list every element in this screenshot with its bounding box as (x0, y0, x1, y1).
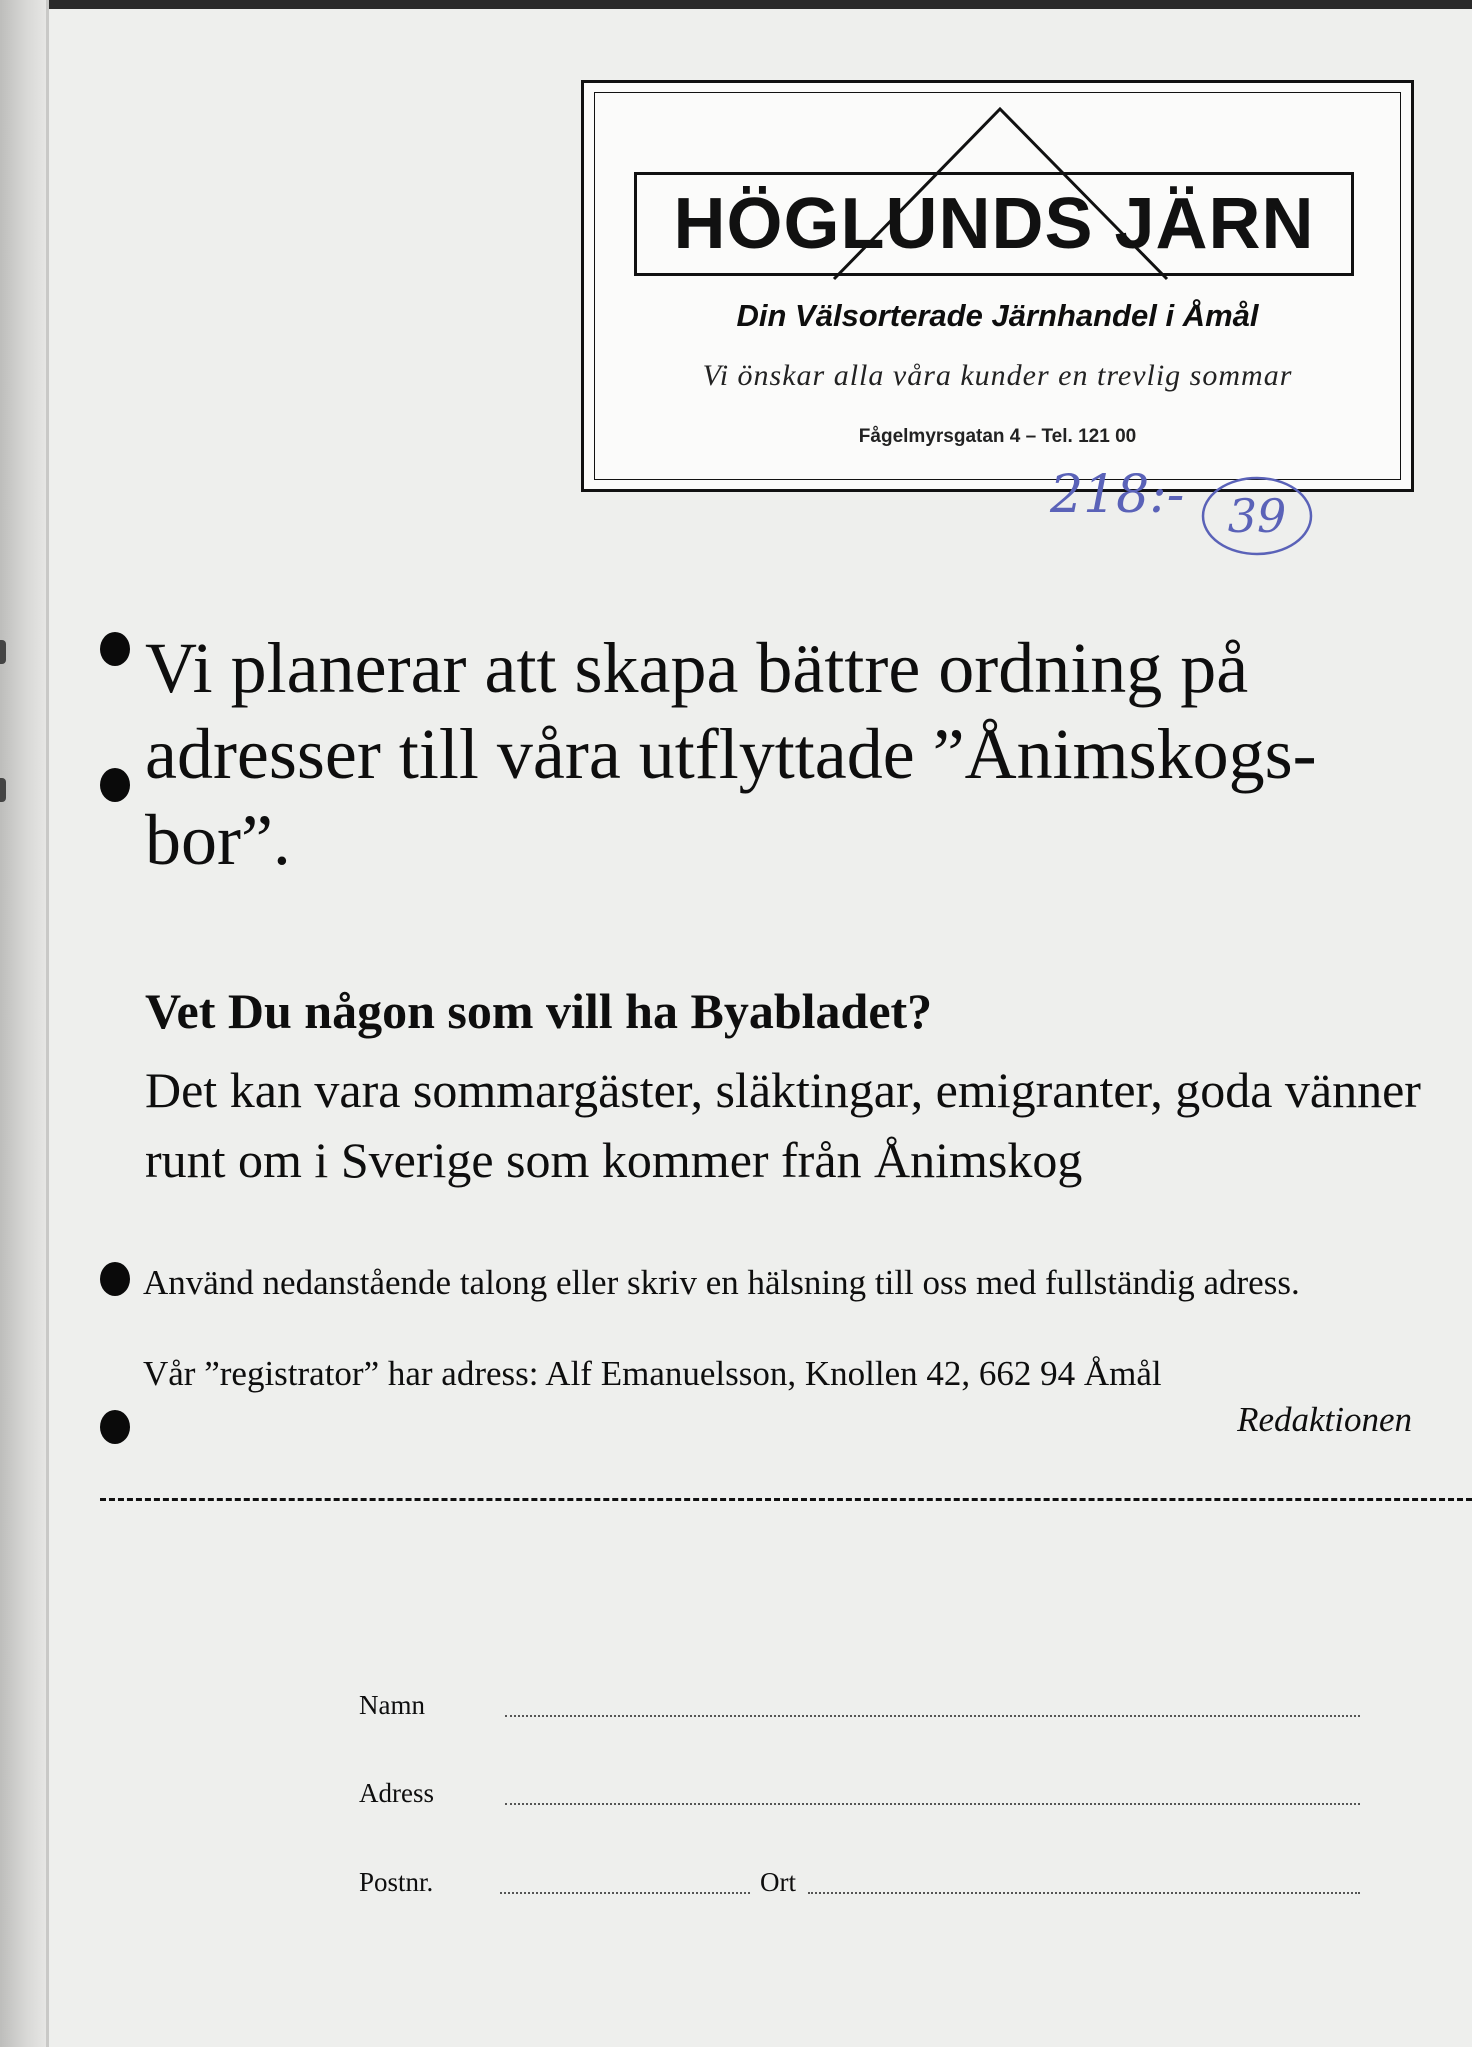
postcode-label: Postnr. (359, 1867, 434, 1897)
edge-mark (0, 640, 6, 664)
ad-address: Fågelmyrsgatan 4 – Tel. 121 00 (858, 426, 1137, 447)
hoglunds-jarn-advertisement (581, 80, 1414, 492)
postcode-field[interactable] (500, 1892, 750, 1894)
ad-tagline: Din Välsorterade Järnhandel i Åmål (736, 298, 1259, 333)
punch-hole (100, 1410, 130, 1444)
name-field[interactable] (505, 1715, 1360, 1717)
main-notice: Vi planerar att skapa bättre ordning på adresser till våra utflyttade ”Ånimskogs- bor”. (145, 628, 1317, 880)
page-top-edge (0, 0, 1472, 9)
binding-margin (0, 0, 46, 2047)
city-label: Ort (760, 1867, 796, 1897)
instruction-paragraph: Använd nedanstående talong eller skriv en hälsning till oss med fullständig adress. (143, 1263, 1300, 1302)
circled-number (1198, 470, 1316, 560)
punch-hole (100, 1262, 130, 1296)
address-label: Adress (359, 1778, 434, 1808)
city-field[interactable] (808, 1892, 1360, 1894)
examples-paragraph: Det kan vara sommargäster, släktingar, emigranter, goda vänner runt om i Sverige som kommer från Ånimskog (145, 1062, 1421, 1188)
circled-number-text: 39 (1227, 489, 1287, 543)
ad-summer-wish: Vi önskar alla våra kunder en trevlig sommar (702, 359, 1293, 392)
cut-line (100, 1498, 1472, 1501)
signature: Redaktionen (1237, 1400, 1412, 1439)
address-field[interactable] (505, 1803, 1360, 1805)
edge-mark (0, 778, 6, 802)
logo-text: HÖGLUNDS JÄRN (673, 184, 1315, 264)
binding-edge (46, 0, 49, 2047)
logo-box (634, 172, 1354, 276)
handwritten-price: 218:- (1050, 465, 1185, 525)
punch-hole (100, 768, 130, 802)
registrar-address: Vår ”registrator” har adress: Alf Emanuelsson, Knollen 42, 662 94 Åmål (143, 1354, 1162, 1393)
punch-hole (100, 632, 130, 666)
question-heading: Vet Du någon som vill ha Byabladet? (145, 983, 933, 1039)
name-label: Namn (359, 1690, 425, 1720)
